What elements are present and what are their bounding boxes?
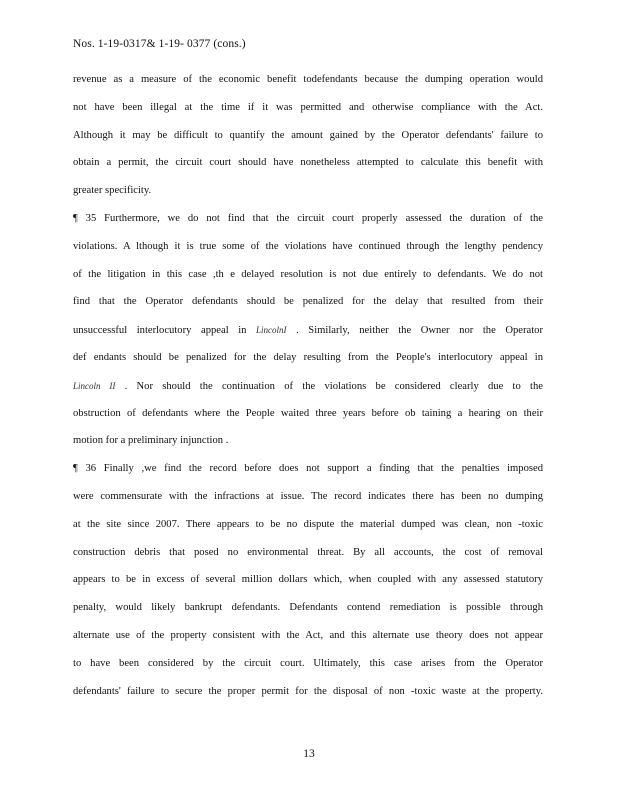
text-line: penalty, would likely bankrupt defendants. Defendants contend remediation is possible through — [73, 602, 543, 614]
line-text-post: . Similarly, neither the Owner nor the Operator — [286, 325, 544, 337]
text-line: obtain a permit, the circuit court should have nonetheless attempted to calculate this benefit with — [73, 157, 543, 169]
text-line: greater specificity. — [73, 185, 152, 197]
text-line: not have been illegal at the time if it was permitted and otherwise compliance with the Act. — [73, 101, 543, 113]
text-line: defendants' failure to secure the proper permit for the disposal of non -toxic waste at the property. — [73, 685, 543, 697]
text-line: find that the Operator defendants should be penalized for the delay that resulted from their — [73, 296, 543, 308]
text-line: to have been considered by the circuit court. Ultimately, this case arises from the Operator — [73, 657, 543, 669]
line-text-pre: unsuccessful interlocutory appeal in — [73, 325, 257, 337]
text-line: motion for a preliminary injunction . — [73, 435, 229, 447]
case-citation: LincolnI — [256, 325, 287, 336]
text-line: revenue as a measure of the economic benefit todefendants because the dumping operation would — [73, 74, 543, 85]
text-line — [73, 323, 543, 338]
text-line: of the litigation in this case ,th e delayed resolution is not due entirely to defendants. We do not — [73, 268, 543, 280]
text-line: construction debris that posed no environmental threat. By all accounts, the cost of removal — [73, 546, 543, 558]
text-line: Although it may be difficult to quantify the amount gained by the Operator defendants' failure to — [73, 129, 543, 141]
text-line: ¶ 36 Finally ,we find the record before does not support a finding that the penalties imposed — [73, 463, 543, 475]
text-line: def endants should be penalized for the delay resulting from the People's interlocutory appeal in — [73, 352, 543, 363]
text-line: were commensurate with the infractions at issue. The record indicates there has been no dumping — [73, 491, 543, 502]
text-line: appears to be in excess of several million dollars which, when coupled with any assessed statutory — [73, 574, 543, 586]
text-line: violations. A lthough it is true some of the violations have continued through the lengthy pendency — [73, 240, 543, 252]
line-text-post: . Nor should the continuation of the violations be considered clearly due to the — [115, 380, 543, 392]
text-line: ¶ 35 Furthermore, we do not find that the circuit court properly assessed the duration of the — [73, 213, 543, 224]
text-line — [73, 379, 543, 394]
page-number: 13 — [303, 748, 315, 760]
docket-header: Nos. 1-19-0317& 1-19- 0377 (cons.) — [73, 38, 246, 50]
text-line: at the site since 2007. There appears to be no dispute the material dumped was clean, non -toxic — [73, 518, 543, 530]
text-line: obstruction of defendants where the People waited three years before ob taining a hearing on their — [73, 407, 543, 419]
case-citation: Lincoln II — [73, 380, 116, 391]
text-line: alternate use of the property consistent with the Act, and this alternate use theory does not appear — [73, 630, 543, 641]
